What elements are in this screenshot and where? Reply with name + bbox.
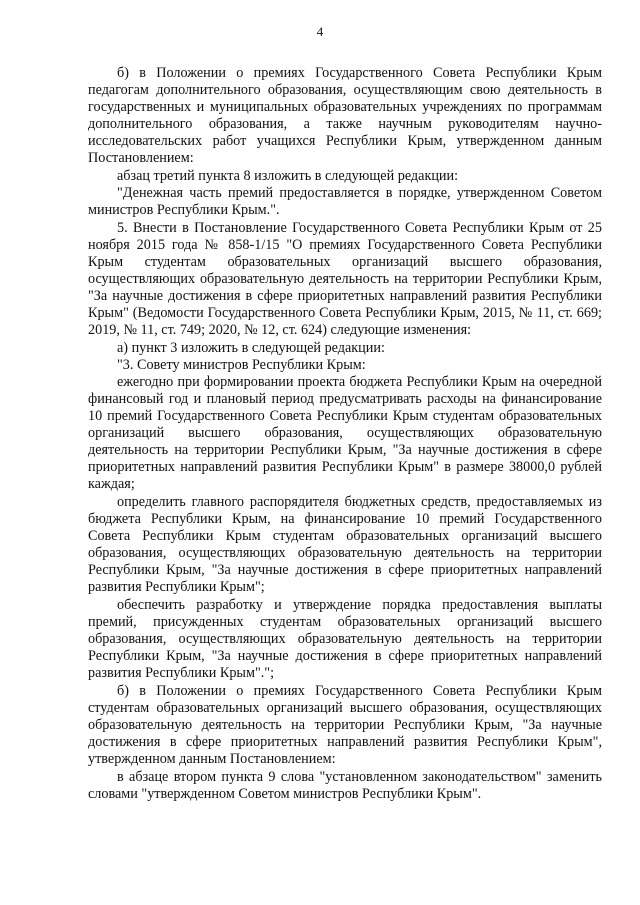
page-number: 4	[316, 24, 324, 39]
paragraph-annual-budget: ежегодно при формировании проекта бюджета Республики Крым на очередной финансовый год и плановый период предусматривать расходы на финансирование 10 премий Государственного Совета Республики Крым студентам образовательных организаций высшего образования, осуществляющих образовательную деятельность на территории Республики Крым, "За научные достижения в сфере приоритетных направлений развития Республики Крым" в размере 38000,0 рублей каждая;	[88, 373, 602, 493]
paragraph-b-education-award: б) в Положении о премиях Государственного Совета Республики Крым педагогам дополнительного образования, осуществляющим свою деятельность в государственных и муниципальных образовательных учреждениях по программам дополнительного образования, а также научным руководителям научно-исследовательских работ учащихся Республики Крым, утвержденном данным Постановлением:	[88, 65, 602, 167]
paragraph-clause-9: в абзаце втором пункта 9 слова "установленном законодательством" заменить словами "утвержденном Советом министров Республики Крым".	[88, 768, 602, 802]
paragraph-b-student-award: б) в Положении о премиях Государственного Совета Республики Крым студентам образовательных организаций высшего образования, осуществляющих образовательную деятельность на территории Республики Крым, "За научные достижения в сфере приоритетных направлений развития Республики Крым", утвержденном данным Постановлением:	[88, 682, 602, 768]
paragraph-clause-8: абзац третий пункта 8 изложить в следующей редакции:	[117, 167, 459, 184]
paragraph-budget-manager: определить главного распорядителя бюджетных средств, предоставляемых из бюджета Республики Крым, на финансирование 10 премий Государственного Совета Республики Крым студентам образовательных организаций высшего образования, осуществляющих образовательную деятельность на территории Республики Крым, "За научные достижения в сфере приоритетных направлений развития Республики Крым";	[88, 493, 602, 596]
paragraph-payment-procedure: обеспечить разработку и утверждение порядка предоставления выплаты премий, присужденных студентам образовательных организаций высшего образования, осуществляющих образовательную деятельность на территории Республики Крым, "За научные достижения в сфере приоритетных направлений развития Республики Крым".";	[88, 596, 602, 682]
paragraph-5-amendment: 5. Внести в Постановление Государственного Совета Республики Крым от 25 ноября 2015 года № 858-1/15 "О премиях Государственного Совета Республики Крым студентам образовательных организаций высшего образования, осуществляющих образовательную деятельность на территории Республики Крым, "За научные достижения в сфере приоритетных направлений развития Республики Крым" (Ведомости Государственного Совета Республики Крым, 2015, № 11, ст. 669; 2019, № 11, ст. 749; 2020, № 12, ст. 624) следующие изменения:	[88, 219, 602, 339]
paragraph-council-ministers: "3. Совету министров Республики Крым:	[117, 356, 366, 373]
paragraph-quote-money-part: "Денежная часть премий предоставляется в порядке, утвержденном Советом министров Республики Крым.".	[88, 185, 602, 219]
document-body	[88, 65, 602, 803]
paragraph-a-point-3: а) пункт 3 изложить в следующей редакции:	[117, 339, 385, 356]
